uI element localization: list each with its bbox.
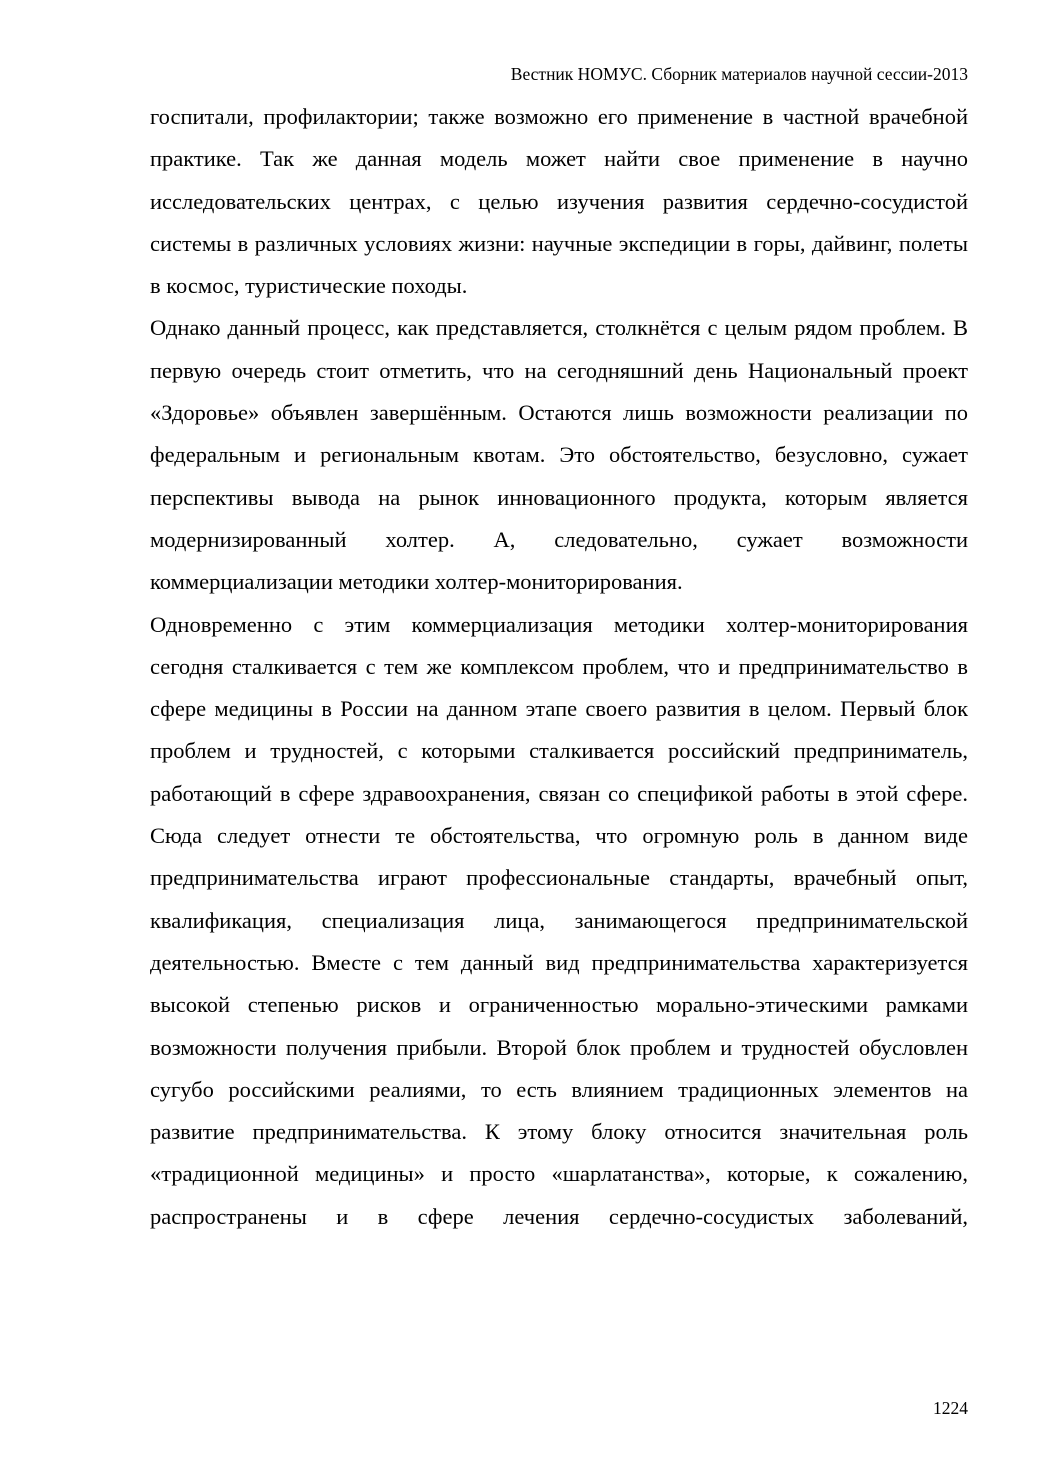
- paragraph-national-project: Однако данный процесс, как представляется, столкнётся с целым рядом проблем. В первую очередь стоит отметить, что на сегодняшний день Национальный проект «Здоровье» объявлен завершённым. Остаются лишь возможности реализации по федеральным и региональным квотам. Это обстоятельство, безусловно, сужает перспективы вывода на рынок инновационного продукта, которым является модернизированный холтер. А, следовательно, сужает возможности коммерциализации методики холтер-мониторирования.: [150, 315, 968, 595]
- body-text: [150, 96, 968, 1238]
- paragraph-continued: госпитали, профилактории; также возможно его применение в частной врачебной практике. Так же данная модель может найти свое применение в научно исследовательских центрах, с целью изучения развития сердечно-сосудистой системы в различных условиях жизни: научные экспедиции в горы, дайвинг, полеты в космос, туристические походы.: [150, 104, 968, 299]
- running-header: Вестник НОМУС. Сборник материалов научной сессии-2013: [510, 64, 968, 84]
- paragraph-commercialization-problems: Одновременно с этим коммерциализация методики холтер-мониторирования сегодня сталкивается с тем же комплексом проблем, что и предпринимательство в сфере медицины в России на данном этапе своего развития в целом. Первый блок проблем и трудностей, с которыми сталкивается российский предприниматель, работающий в сфере здравоохранения, связан со спецификой работы в этой сфере. Сюда следует отнести те обстоятельства, что огромную роль в данном виде предпринимательства играют профессиональные стандарты, врачебный опыт, квалификация, специализация лица, занимающегося предпринимательской деятельностью. Вместе с тем данный вид предпринимательства характеризуется высокой степенью рисков и ограниченностью морально-этическими рамками возможности получения прибыли. Второй блок проблем и трудностей обусловлен сугубо российскими реалиями, то есть влиянием традиционных элементов на развитие предпринимательства. К этому блоку относится значительная роль «традиционной медицины» и просто «шарлатанства», которые, к сожалению, распространены и в сфере лечения сердечно-сосудистых заболеваний,: [150, 611, 968, 1229]
- page-number: 1224: [933, 1398, 968, 1418]
